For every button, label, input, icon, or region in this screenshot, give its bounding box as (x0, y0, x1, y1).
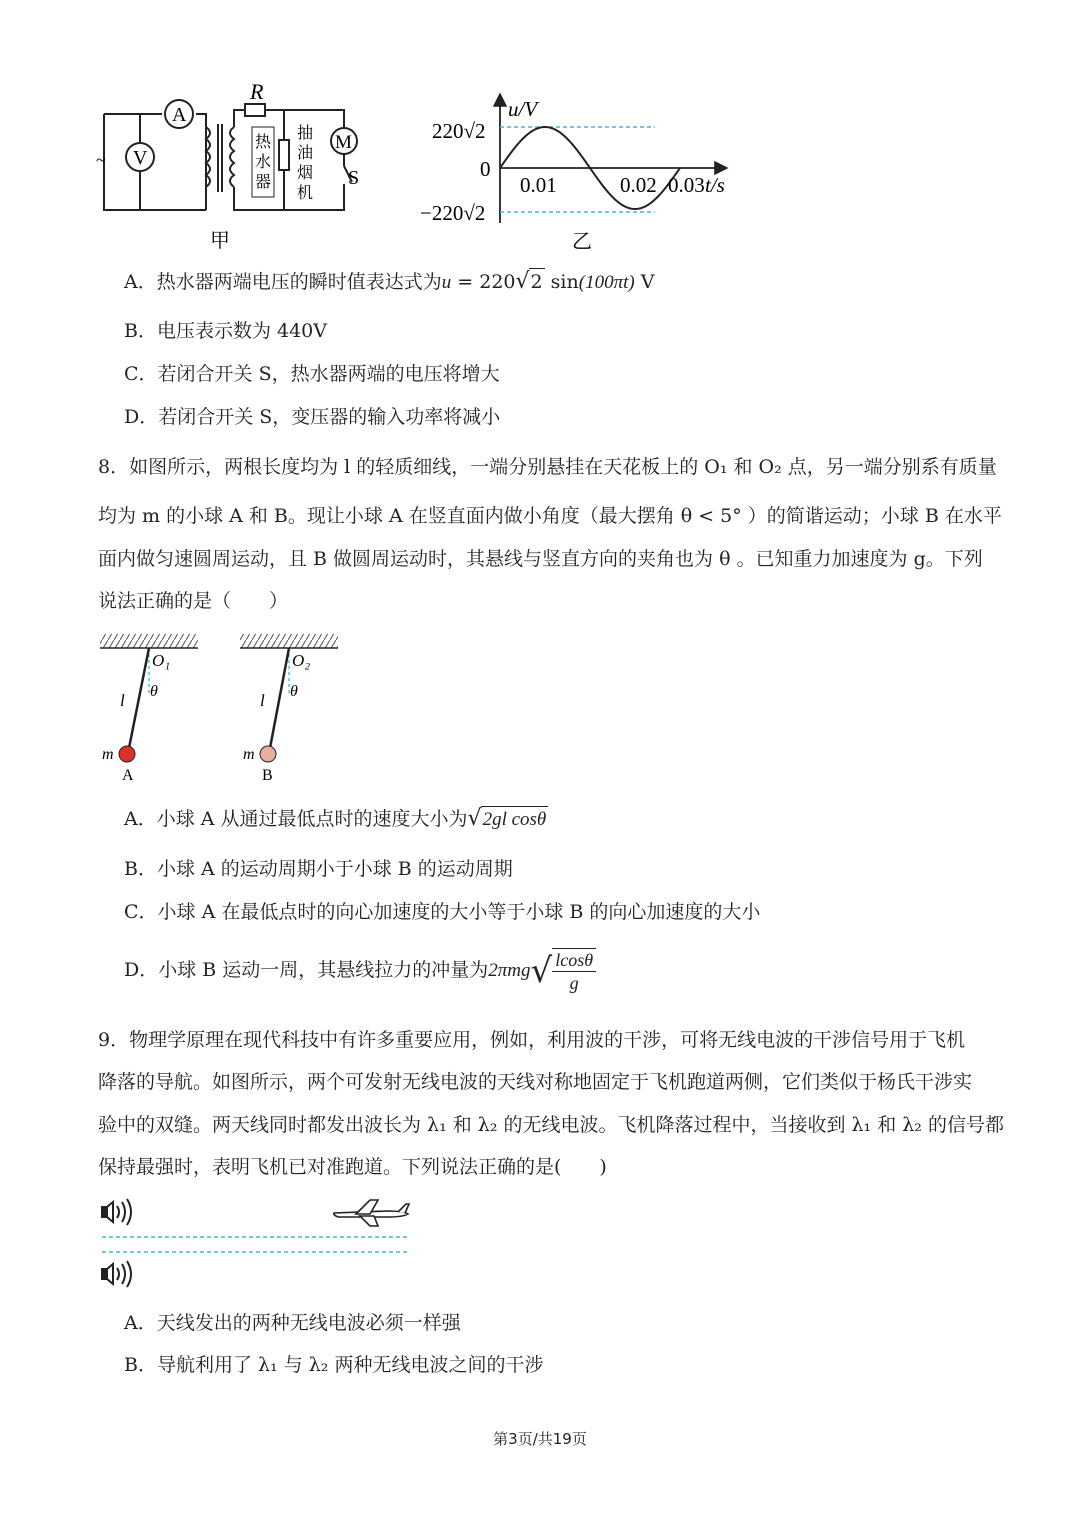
length-l-a: l (120, 691, 125, 710)
q8-math-denominator: g (569, 973, 579, 993)
q8-stem-line-1: 8．如图所示，两根长度均为 l 的轻质细线，一端分别悬挂在天花板上的 O₁ 和 O₂ 点，另一端分别系有质量 (98, 456, 997, 478)
x-tick-001: 0.01 (520, 173, 557, 197)
switch-label: S (348, 167, 360, 189)
ammeter-label: A (172, 104, 187, 126)
antenna-speaker-icon-bottom (102, 1261, 131, 1287)
q7-option-a (124, 268, 654, 296)
string-b (270, 648, 289, 748)
q8-stem-line-4: 说法正确的是（ ） (98, 590, 289, 612)
hood-resistor (279, 140, 289, 170)
ball-b-label: B (262, 767, 273, 784)
ball-a (119, 746, 135, 762)
hood-char-2: 油 (297, 145, 314, 162)
runway-antenna-figure (98, 1192, 418, 1292)
q7-option-d: D．若闭合开关 S，变压器的输入功率将减小 (124, 406, 501, 428)
heater-char-1: 热 (255, 134, 272, 151)
q7-math-sqrt-arg: 2 (529, 268, 545, 295)
q8-stem-line-2: 均为 m 的小球 A 和 B。现让小球 A 在竖直面内做小角度（最大摆角 θ < 5° ）的简谐运动；小球 B 在水平 (98, 505, 1002, 527)
voltmeter-label: V (133, 147, 148, 169)
hood-char-4: 机 (297, 185, 314, 202)
q9-stem-line-3: 验中的双缝。两天线同时都发出波长为 λ₁ 和 λ₂ 的无线电波。飞机降落过程中，当接收到 λ₁ 和 λ₂ 的信号都 (98, 1114, 1004, 1136)
ceiling-a (100, 634, 198, 648)
sqrt-symbol: √ (467, 806, 482, 831)
ac-source-symbol: ~ (96, 150, 106, 170)
point-O2-label: O₂ (292, 651, 311, 670)
q8-math-sqrt-arg: 2gl cosθ (481, 806, 549, 833)
figure-caption-yi: 乙 (572, 231, 592, 253)
heater-char-2: 水 (255, 154, 272, 171)
voltage-waveform-chart (420, 88, 750, 258)
resistor-R (245, 104, 265, 116)
mass-m-b: m (243, 746, 255, 763)
y-axis-label: u/V (508, 97, 538, 121)
y-tick-zero: 0 (480, 157, 491, 181)
hood-char-1: 抽 (297, 125, 314, 142)
hood-char-3: 烟 (297, 165, 314, 182)
x-tick-003: 0.03 (668, 173, 705, 197)
antenna-speaker-icon-top (102, 1199, 131, 1225)
q8-option-a-text: A．小球 A 从通过最低点时的速度大小为 (124, 808, 468, 830)
q7-math-arg: (100πt) (578, 272, 635, 293)
figure-caption-jia: 甲 (210, 230, 230, 252)
q9-stem-line-2: 降落的导航。如图所示，两个可发射无线电波的天线对称地固定于飞机跑道两侧，它们类似于杨氏干涉实 (98, 1071, 973, 1093)
q8-math-fraction (552, 948, 596, 994)
q7-option-c: C．若闭合开关 S，热水器两端的电压将增大 (124, 363, 500, 385)
mass-m-a: m (102, 746, 114, 763)
x-axis-label: t/s (705, 173, 725, 197)
q8-option-a (124, 806, 548, 833)
q7-math-unit: V (634, 271, 655, 293)
sqrt-symbol: √ (515, 269, 530, 294)
q9-stem-line-4: 保持最强时，表明飞机已对准跑道。下列说法正确的是( ) (98, 1156, 607, 1178)
angle-theta-a: θ (150, 683, 158, 700)
ball-a-label: A (122, 767, 134, 784)
string-a (129, 648, 149, 748)
q8-option-d-text: D．小球 B 运动一周，其悬线拉力的冲量为 (124, 959, 489, 981)
point-O1-label: O₁ (152, 651, 171, 670)
q7-option-a-text: A．热水器两端电压的瞬时值表达式为 (124, 271, 442, 293)
pendulum-figure (96, 630, 346, 785)
heater-char-3: 器 (255, 174, 272, 191)
q7-math-u: u (441, 272, 452, 293)
sqrt-symbol: √ (530, 951, 553, 991)
y-tick-max: 220√2 (432, 119, 486, 143)
length-l-b: l (260, 691, 265, 710)
q9-option-a: A．天线发出的两种无线电波必须一样强 (124, 1312, 461, 1334)
q7-math-sin: sin (550, 271, 579, 293)
q8-option-b: B．小球 A 的运动周期小于小球 B 的运动周期 (124, 858, 513, 880)
q8-stem-line-3: 面内做匀速圆周运动，且 B 做圆周运动时，其悬线与竖直方向的夹角也为 θ 。已知重力加速度为 g。下列 (98, 548, 983, 570)
q8-option-c: C．小球 A 在最低点时的向心加速度的大小等于小球 B 的向心加速度的大小 (124, 901, 761, 923)
page-number-footer: 第3页/共19页 (493, 1430, 587, 1448)
q8-math-numerator: lcosθ (552, 949, 596, 972)
angle-theta-b: θ (290, 683, 298, 700)
y-tick-min: −220√2 (420, 201, 486, 225)
q7-math-eq: = 220 (451, 271, 516, 293)
q8-math-impulse: 2πmg (488, 960, 531, 981)
ball-b (260, 746, 276, 762)
q9-option-b: B．导航利用了 λ₁ 与 λ₂ 两种无线电波之间的干涉 (124, 1354, 544, 1376)
circuit-diagram (90, 82, 380, 252)
motor-label: M (335, 132, 352, 153)
airplane-icon (334, 1200, 409, 1226)
resistor-label: R (250, 82, 264, 104)
q7-option-b: B．电压表示数为 440V (124, 320, 327, 342)
ceiling-b (240, 634, 338, 648)
q8-option-d (124, 948, 596, 994)
q9-stem-line-1: 9．物理学原理在现代科技中有许多重要应用，例如，利用波的干涉，可将无线电波的干涉信号用于飞机 (98, 1029, 966, 1051)
x-tick-002: 0.02 (620, 173, 657, 197)
